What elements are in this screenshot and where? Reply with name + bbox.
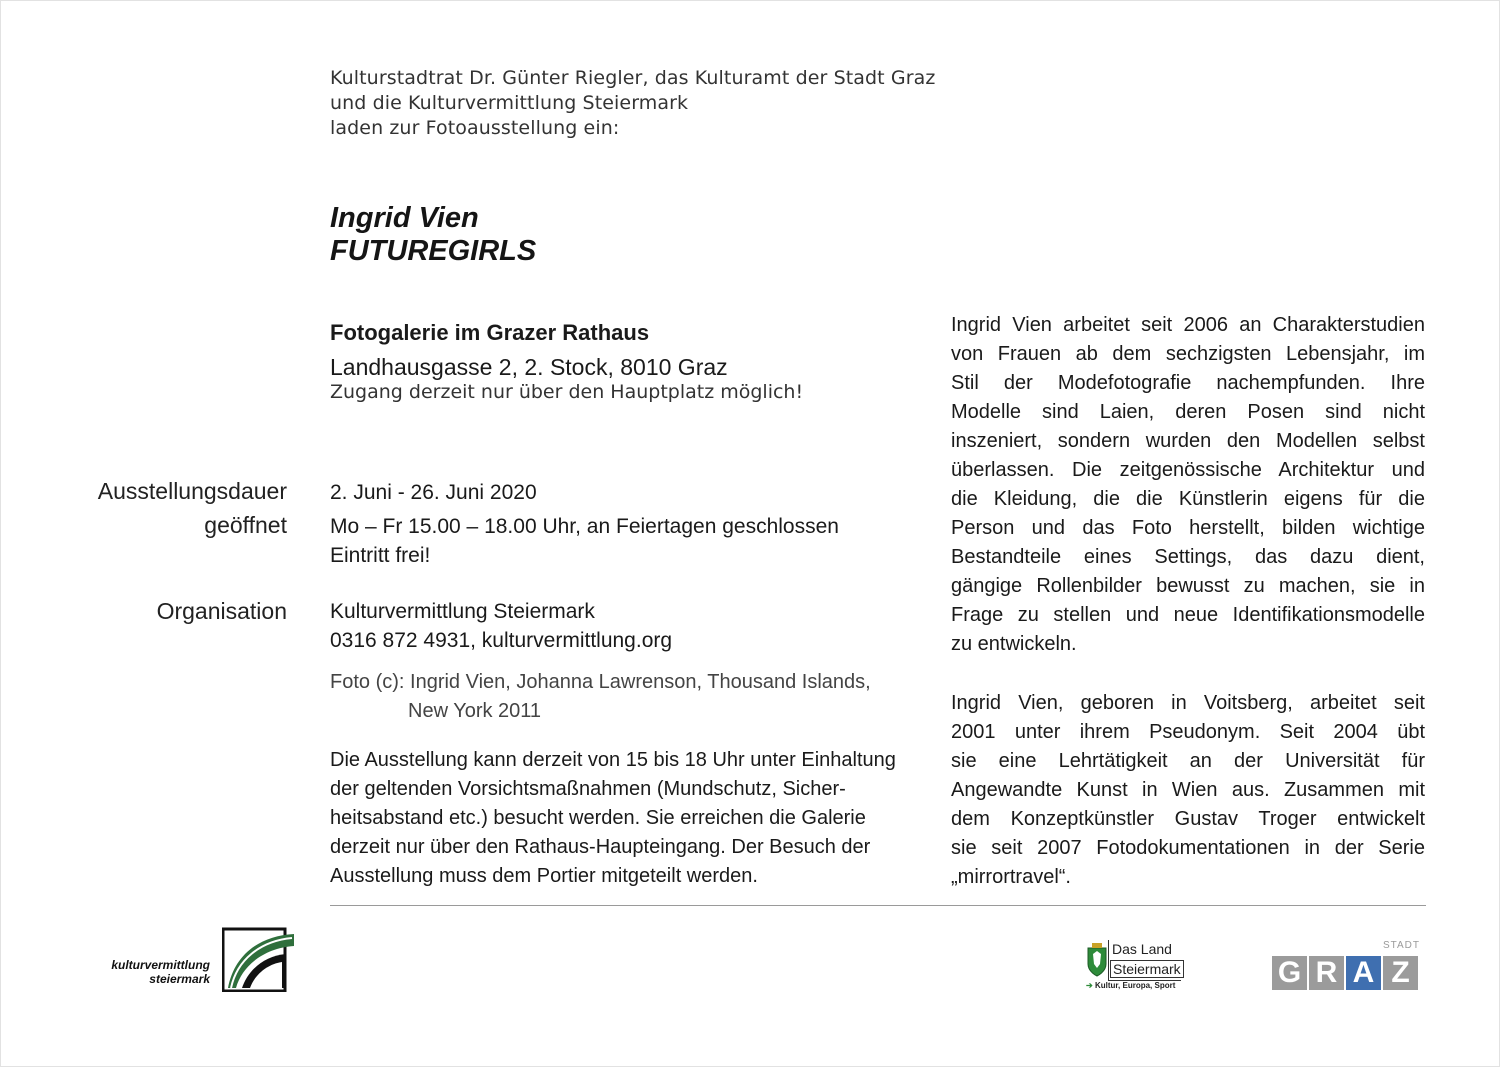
- intro-line: und die Kulturvermittlung Steiermark: [330, 92, 689, 114]
- bio-line: Person und das Foto herstellt, bilden wichtige: [951, 517, 1425, 539]
- notice-line: derzeit nur über den Rathaus-Haupteingang. Der Besuch der: [330, 836, 871, 858]
- invitation-intro: [330, 66, 935, 141]
- graz-letter: G: [1272, 956, 1307, 990]
- credit-line: Foto (c): Ingrid Vien, Johanna Lawrenson, Thousand Islands,: [330, 671, 871, 693]
- credit-line: New York 2011: [408, 700, 542, 722]
- kulturvermittlung-logo-icon: [222, 926, 298, 992]
- venue-name: Fotogalerie im Grazer Rathaus: [330, 320, 650, 345]
- exhibition-title: [330, 202, 536, 268]
- bio-line: gängige Rollenbilder bewusst zu machen, sie in: [951, 575, 1425, 597]
- bio-line: Ingrid Vien arbeitet seit 2006 an Charakterstudien: [951, 314, 1425, 336]
- notice-line: Ausstellung muss dem Portier mitgeteilt werden.: [330, 865, 758, 887]
- artist-name: Ingrid Vien: [330, 202, 479, 234]
- notice-line: heitsabstand etc.) besucht werden. Sie erreichen die Galerie: [330, 807, 866, 829]
- graz-letter: Z: [1383, 956, 1418, 990]
- arrow-right-icon: ➔: [1086, 981, 1093, 990]
- duration-value: 2. Juni - 26. Juni 2020: [330, 481, 537, 504]
- steiermark-tagline: [1086, 981, 1175, 990]
- bio-line: Stil der Modefotografie nachempfunden. Ihre: [951, 372, 1425, 394]
- steiermark-tagline-text: Kultur, Europa, Sport: [1094, 981, 1176, 990]
- notice-line: Die Ausstellung kann derzeit von 15 bis 18 Uhr unter Einhaltung: [330, 749, 896, 771]
- stadt-graz-logo: [1272, 942, 1422, 992]
- organisation-label: Organisation: [156, 598, 287, 624]
- footer-divider: [330, 905, 1426, 906]
- venue-address: Landhausgasse 2, 2. Stock, 8010 Graz: [330, 354, 728, 380]
- graz-letters: [1272, 956, 1418, 990]
- opening-hours-value: Mo – Fr 15.00 – 18.00 Uhr, an Feiertagen geschlossen: [330, 515, 839, 538]
- duration-label: Ausstellungsdauer: [97, 478, 287, 504]
- venue-access-note: Zugang derzeit nur über den Hauptplatz möglich!: [330, 381, 804, 403]
- graz-letter: A: [1346, 956, 1381, 990]
- bio-line: Modelle sind Laien, deren Posen sind nicht: [951, 401, 1425, 423]
- bio-line: sie seit 2007 Fotodokumentationen in der Serie: [951, 837, 1425, 859]
- artist-bio-paragraph-1: [951, 311, 1425, 659]
- organisation-contact: 0316 872 4931, kulturvermittlung.org: [330, 629, 673, 652]
- intro-line: Kulturstadtrat Dr. Günter Riegler, das Kulturamt der Stadt Graz: [330, 67, 936, 89]
- photo-credit: [330, 668, 871, 726]
- bio-line: Ingrid Vien, geboren in Voitsberg, arbeitet seit: [951, 692, 1425, 714]
- kv-wordmark-line: steiermark: [149, 972, 210, 986]
- kulturvermittlung-wordmark: [60, 958, 210, 986]
- bio-line: Angewandte Kunst in Wien aus. Zusammen mit: [951, 779, 1425, 801]
- bio-line: Frage zu stellen und neue Identifikationsmodelle: [951, 604, 1425, 626]
- bio-line: Bestandteile eines Settings, das dazu dient,: [951, 546, 1425, 568]
- land-steiermark-logo: [1086, 940, 1186, 996]
- bio-line: von Frauen ab dem sechzigsten Lebensjahr, im: [951, 343, 1425, 365]
- bio-line: 2001 unter ihrem Pseudonym. Seit 2004 übt: [951, 721, 1425, 743]
- notice-line: der geltenden Vorsichtsmaßnahmen (Mundschutz, Sicher-: [330, 778, 846, 800]
- bio-line: die Kleidung, die die Künstlerin eigens für die: [951, 488, 1425, 510]
- graz-stadt-label: STADT: [1382, 940, 1420, 951]
- exhibition-name: FUTUREGIRLS: [330, 235, 537, 267]
- bio-line: zu entwickeln.: [951, 633, 1077, 655]
- visit-notice: [330, 746, 920, 891]
- bio-line: sie eine Lehrtätigkeit an der Universität für: [951, 750, 1425, 772]
- organisation-name: Kulturvermittlung Steiermark: [330, 600, 595, 623]
- intro-line: laden zur Fotoausstellung ein:: [330, 117, 620, 139]
- opening-hours-label: geöffnet: [204, 512, 287, 538]
- entry-value: Eintritt frei!: [330, 544, 431, 567]
- kv-wordmark-line: kulturvermittlung: [111, 958, 210, 972]
- bio-line: dem Konzeptkünstler Gustav Troger entwickelt: [951, 808, 1425, 830]
- artist-bio-paragraph-2: [951, 689, 1425, 892]
- steiermark-line-2: Steiermark: [1110, 960, 1184, 978]
- steiermark-crest-icon: [1086, 942, 1108, 978]
- graz-letter: R: [1309, 956, 1344, 990]
- bio-line: „mirrortravel“.: [951, 866, 1071, 888]
- bio-line: überlassen. Die zeitgenössische Architektur und: [951, 459, 1425, 481]
- steiermark-line-1: Das Land: [1112, 941, 1172, 957]
- bio-line: inszeniert, sondern wurden den Modellen selbst: [951, 430, 1425, 452]
